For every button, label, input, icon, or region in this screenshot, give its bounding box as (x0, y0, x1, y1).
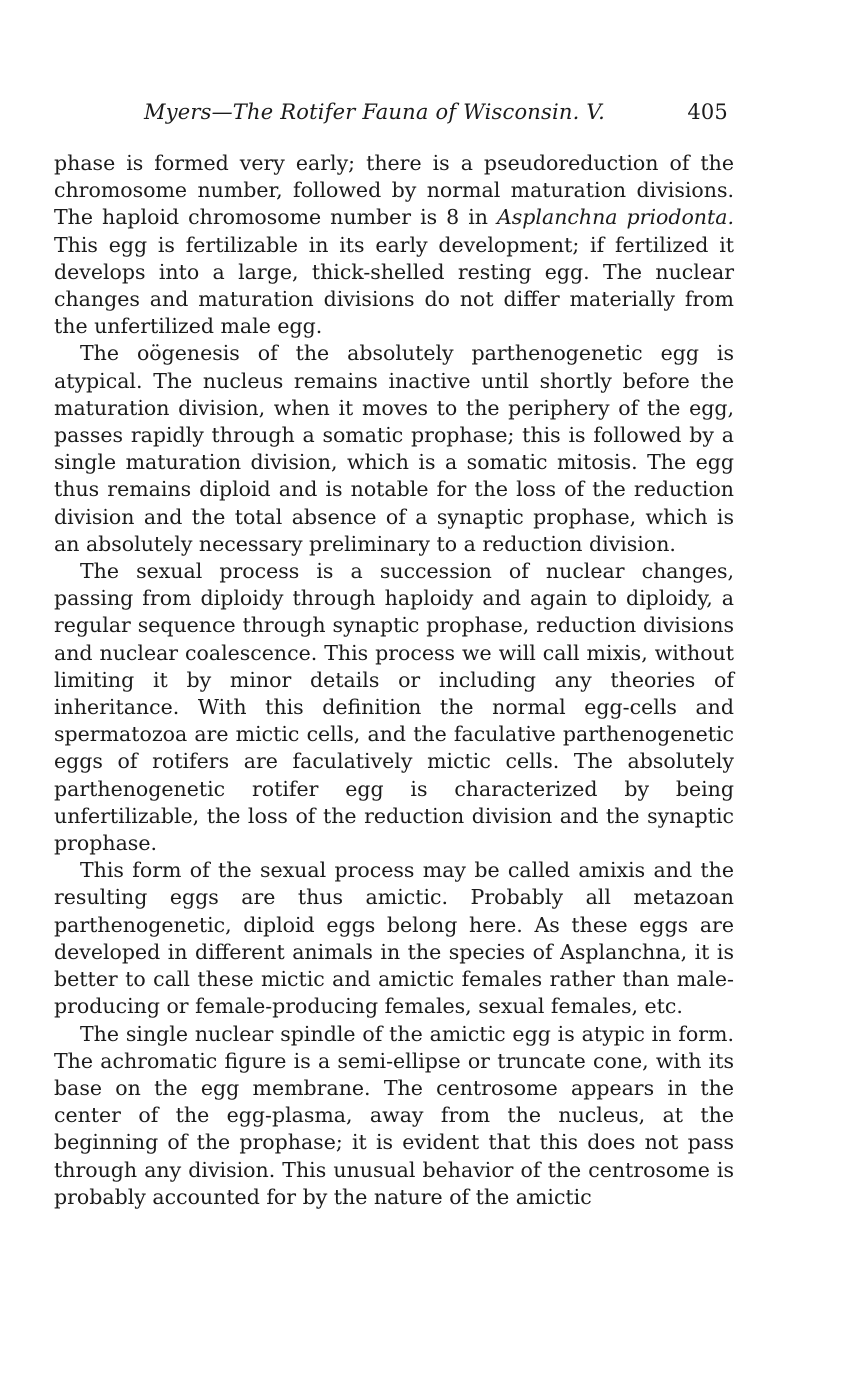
paragraph-continuation (54, 150, 734, 340)
paragraph-sexual-process: The sexual process is a succession of nuclear changes, passing from diploidy through haploidy and again to diploidy, a regular sequence through synaptic prophase, reduction divisions and nuclear coalescence. This process we will call mixis, without limiting it by minor details or including any theories of inheritance. With this definition the normal egg-cells and spermatozoa are mictic cells, and the faculative parthenogenetic eggs of rotifers are faculatively mictic cells. The absolutely parthenogenetic rotifer egg is characterized by being unfertilizable, the loss of the reduction division and the synaptic prophase. (54, 559, 734, 856)
species-name: Asplanchna priodonta. (496, 205, 734, 230)
paragraph-text: phase is formed very early; there is a pseudoreduction of the chromosome number, followed by normal maturation divisions. The haploid chromosome number is 8 in (54, 151, 734, 230)
body-text (54, 150, 734, 1211)
paragraph-amixis: This form of the sexual process may be called amixis and the resulting eggs are thus amictic. Probably all metazoan parthenogenetic, diploid eggs belong here. As these eggs are developed in different animals in the species of Asplanchna, it is better to call these mictic and amictic females rather than male-producing or female-producing females, sexual females, etc. (54, 858, 734, 1019)
running-head (140, 97, 730, 127)
paragraph-oogenesis: The oögenesis of the absolutely parthenogenetic egg is atypical. The nucleus remains inactive until shortly before the maturation division, when it moves to the periphery of the egg, passes rapidly through a somatic prophase; this is followed by a single maturation division, which is a somatic mitosis. The egg thus remains diploid and is notable for the loss of the reduction division and the total absence of a synaptic prophase, which is an absolutely necessary preliminary to a reduction division. (54, 341, 734, 556)
paragraph-spindle: The single nuclear spindle of the amictic egg is atypic in form. The achromatic figure is a semi-ellipse or truncate cone, with its base on the egg membrane. The centrosome appears in the center of the egg-plasma, away from the nucleus, at the beginning of the prophase; it is evident that this does not pass through any division. This unusual behavior of the centrosome is probably accounted for by the nature of the amictic (54, 1021, 734, 1209)
running-title: Myers—The Rotifer Fauna of Wisconsin. V. (144, 100, 605, 124)
page-number: 405 (687, 100, 728, 124)
paragraph-text: This egg is fertilizable in its early development; if fertilized it develops into a large, thick-shelled resting egg. The nuclear changes and maturation divisions do not differ materially from the unfertilized male egg. (54, 232, 734, 339)
